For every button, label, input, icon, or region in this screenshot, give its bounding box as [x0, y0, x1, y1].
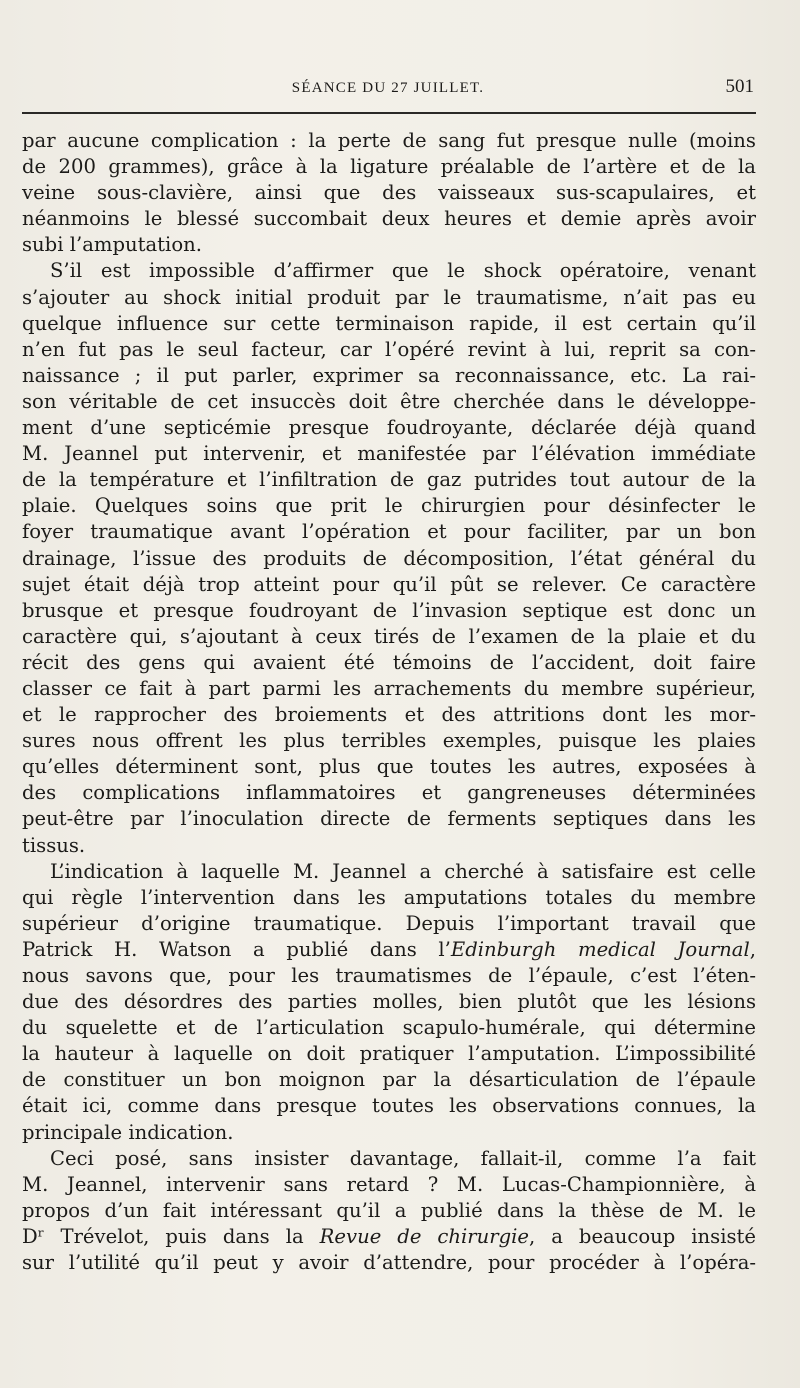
- paragraph: [22, 859, 756, 1146]
- text-line: [22, 1067, 756, 1093]
- line-text: Patrick H. Watson a publié dans l’: [22, 937, 451, 961]
- text-line: [22, 1172, 756, 1198]
- text-line: [22, 415, 756, 441]
- line-text: L’indication à laquelle M. Jeannel a cherché à satisfaire est celle: [50, 859, 756, 883]
- line-text: qui règle l’intervention dans les amputations totales du membre: [22, 885, 756, 909]
- line-text: de constituer un bon moignon par la désarticulation de l’épaule: [22, 1068, 756, 1092]
- text-line: [22, 624, 756, 650]
- text-line: [22, 363, 756, 389]
- line-text: peut-être par l’inoculation directe de ferments septiques dans les: [22, 807, 756, 831]
- line-text: s’ajouter au shock initial produit par le traumatisme, n’ait pas eu: [22, 285, 756, 309]
- text-line: [22, 702, 756, 728]
- line-text: Dʳ Trévelot, puis dans la: [22, 1224, 320, 1248]
- text-line: [22, 258, 756, 284]
- text-line: [22, 1250, 756, 1276]
- text-line: [22, 989, 756, 1015]
- line-text: S’il est impossible d’affirmer que le shock opératoire, venant: [50, 259, 756, 283]
- text-line: [22, 572, 756, 598]
- page-header: [20, 76, 756, 102]
- text-line: [22, 728, 756, 754]
- text-line: [22, 780, 756, 806]
- text-line: [22, 1120, 756, 1146]
- text-line: [22, 650, 756, 676]
- line-text: de 200 grammes), grâce à la ligature préalable de l’artère et de la: [22, 155, 756, 179]
- text-line: [22, 337, 756, 363]
- line-text: sur l’utilité qu’il peut y avoir d’attendre, pour procéder à l’opéra-: [22, 1251, 756, 1275]
- line-text: n’en fut pas le seul facteur, car l’opéré revint à lui, reprit sa con-: [22, 337, 756, 361]
- line-text: principale indication.: [22, 1120, 234, 1144]
- running-head: SÉANCE DU 27 JUILLET.: [291, 80, 485, 96]
- text-line: [22, 1224, 756, 1250]
- text-line: [22, 1198, 756, 1224]
- line-text: due des désordres des parties molles, bien plutôt que les lésions: [22, 990, 756, 1014]
- paragraph: [22, 258, 756, 858]
- line-text: des complications inflammatoires et gangreneuses déterminées: [22, 781, 756, 805]
- line-text: et le rapprocher des broiements et des attritions dont les mor-: [22, 703, 756, 727]
- italic-title: Revue de chirurgie: [319, 1224, 530, 1248]
- body-text: [22, 128, 756, 1276]
- text-line: [22, 285, 756, 311]
- text-line: [22, 806, 756, 832]
- line-text: propos d’un fait intéressant qu’il a publié dans la thèse de M. le: [22, 1198, 756, 1222]
- line-text: veine sous-clavière, ainsi que des vaisseaux sus-scapulaires, et: [22, 181, 756, 205]
- line-text: classer ce fait à part parmi les arrachements du membre supérieur,: [22, 676, 756, 700]
- line-text: quelque influence sur cette terminaison rapide, il est certain qu’il: [22, 311, 756, 335]
- text-line: [22, 754, 756, 780]
- text-line: [22, 441, 756, 467]
- text-line: [22, 859, 756, 885]
- line-text: de la température et l’infiltration de gaz putrides tout autour de la: [22, 468, 756, 492]
- text-line: [22, 128, 756, 154]
- line-text: néanmoins le blessé succombait deux heures et demie après avoir: [22, 207, 756, 231]
- page-number: 501: [725, 76, 754, 97]
- text-line: [22, 1041, 756, 1067]
- line-text-after: ,: [749, 937, 756, 961]
- line-text: M. Jeannel put intervenir, et manifestée par l’élévation immédiate: [22, 442, 756, 466]
- text-line: [22, 546, 756, 572]
- text-line: [22, 232, 756, 258]
- text-line: [22, 519, 756, 545]
- line-text: récit des gens qui avaient été témoins de l’accident, doit faire: [22, 650, 756, 674]
- text-line: [22, 311, 756, 337]
- line-text: par aucune complication : la perte de sang fut presque nulle (moins: [22, 129, 756, 152]
- line-text: Ceci posé, sans insister davantage, fallait-il, comme l’a fait: [50, 1146, 756, 1170]
- line-text: drainage, l’issue des produits de décomposition, l’état général du: [22, 546, 756, 570]
- line-text: plaie. Quelques soins que prit le chirurgien pour désinfecter le: [22, 494, 756, 518]
- text-line: [22, 389, 756, 415]
- text-line: [22, 937, 756, 963]
- text-line: [22, 676, 756, 702]
- text-line: [22, 833, 756, 859]
- line-text: la hauteur à laquelle on doit pratiquer l’amputation. L’impossibilité: [22, 1042, 756, 1066]
- text-line: [22, 885, 756, 911]
- paragraph: [22, 128, 756, 258]
- line-text: son véritable de cet insuccès doit être cherchée dans le développe-: [22, 389, 756, 413]
- text-line: [22, 911, 756, 937]
- line-text: caractère qui, s’ajoutant à ceux tirés de l’examen de la plaie et du: [22, 624, 756, 648]
- line-text: subi l’amputation.: [22, 233, 202, 257]
- text-line: [22, 180, 756, 206]
- line-text: foyer traumatique avant l’opération et pour faciliter, par un bon: [22, 520, 756, 544]
- line-text: sujet était déjà trop atteint pour qu’il pût se relever. Ce caractère: [22, 572, 756, 596]
- line-text: tissus.: [22, 833, 86, 857]
- line-text: naissance ; il put parler, exprimer sa reconnaissance, etc. La rai-: [22, 363, 756, 387]
- text-line: [22, 963, 756, 989]
- text-line: [22, 1093, 756, 1119]
- text-line: [22, 467, 756, 493]
- paragraph: [22, 1146, 756, 1276]
- line-text: du squelette et de l’articulation scapulo-humérale, qui détermine: [22, 1016, 756, 1040]
- line-text: M. Jeannel, intervenir sans retard ? M. Lucas-Championnière, à: [22, 1172, 756, 1196]
- text-line: [22, 154, 756, 180]
- header-rule: [22, 112, 756, 114]
- text-line: [22, 1015, 756, 1041]
- text-line: [22, 493, 756, 519]
- line-text: sures nous offrent les plus terribles exemples, puisque les plaies: [22, 729, 756, 753]
- line-text: ment d’une septicémie presque foudroyante, déclarée déjà quand: [22, 416, 756, 440]
- text-line: [22, 1146, 756, 1172]
- text-line: [22, 598, 756, 624]
- line-text: qu’elles déterminent sont, plus que toutes les autres, exposées à: [22, 755, 756, 779]
- italic-title: Edinburgh medical Journal: [450, 937, 750, 961]
- text-line: [22, 206, 756, 232]
- line-text-after: , a beaucoup insisté: [529, 1224, 757, 1248]
- line-text: nous savons que, pour les traumatismes de l’épaule, c’est l’éten-: [22, 964, 756, 987]
- line-text: supérieur d’origine traumatique. Depuis l’important travail que: [22, 911, 756, 935]
- line-text: brusque et presque foudroyant de l’invasion septique est donc un: [22, 598, 756, 622]
- line-text: était ici, comme dans presque toutes les observations connues, la: [22, 1094, 756, 1118]
